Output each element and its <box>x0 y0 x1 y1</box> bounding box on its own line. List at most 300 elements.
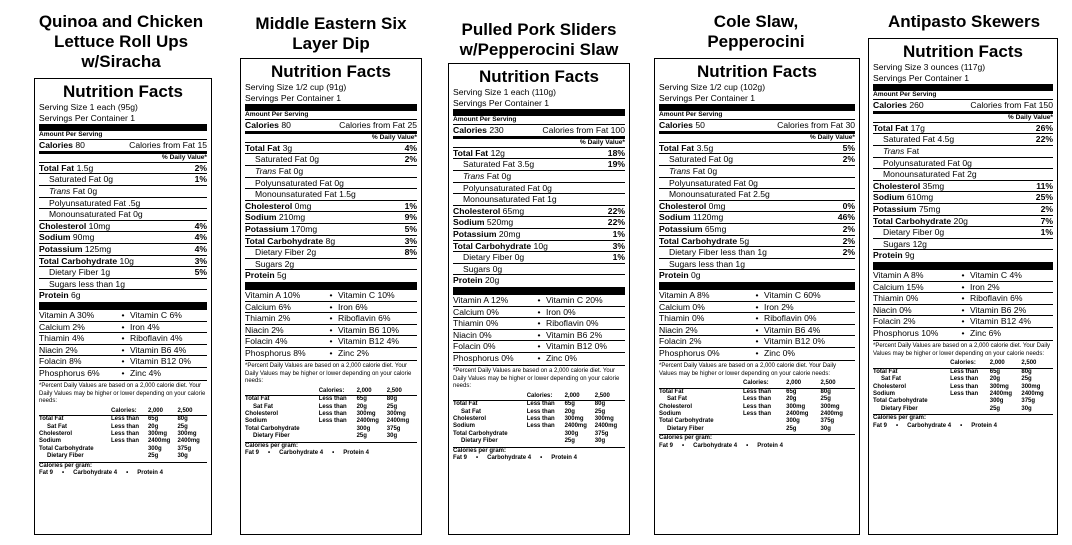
sodium-row <box>453 216 625 228</box>
value-sodium-dv: 46% <box>837 212 855 223</box>
vitamin-row <box>659 324 855 336</box>
dv-cell: Total Fat <box>453 401 478 408</box>
dv-header-cell: Calories: <box>743 380 786 388</box>
dv-cell: Dietary Fiber <box>461 438 498 445</box>
dv-cell: Dietary Fiber <box>47 453 84 460</box>
label-text: Calories from Fat <box>542 125 609 136</box>
dv-cell: 25g <box>786 425 797 432</box>
cal-per-gram-item: Protein 4 <box>137 469 163 476</box>
label-text: Polyunsaturated Fat <box>255 177 332 188</box>
dv-table-row <box>39 438 207 445</box>
value-carb: 8g <box>325 235 336 246</box>
label-text: Monounsaturated Fat <box>883 169 965 180</box>
label-text: Calories <box>39 140 73 151</box>
vitamin-row <box>245 347 417 359</box>
dv-cell <box>319 433 357 440</box>
vitamin-left: Thiamin 4% <box>39 333 85 344</box>
dv-table-row <box>39 424 207 431</box>
sugars-row <box>453 263 625 275</box>
dv-cell: 300mg <box>820 403 840 410</box>
value-trans-fat: 0g <box>501 170 512 181</box>
dv-table-row <box>659 426 855 433</box>
label-text: Total Carbohydrate <box>453 240 532 251</box>
dv-table-row <box>245 411 417 418</box>
cholesterol-row <box>873 180 1053 192</box>
dv-table-row <box>453 401 625 409</box>
vitamin-row <box>453 352 625 364</box>
servings-per-container <box>39 113 207 124</box>
sugars-row <box>659 258 855 270</box>
label-text: Total Fat <box>39 162 75 173</box>
label-text: Sodium <box>245 212 277 223</box>
thick-divider <box>245 104 417 111</box>
value-total-fat-dv: 26% <box>1035 122 1053 133</box>
label-text: Dietary Fiber <box>463 252 513 263</box>
dv-cell <box>743 426 786 433</box>
dv-cell: 25g <box>147 453 159 460</box>
dv-table-row <box>453 416 625 423</box>
nutrition-facts-heading: Nutrition Facts <box>697 62 817 81</box>
dietary-fiber-row <box>453 251 625 263</box>
value-sodium: 1120mg <box>692 212 724 223</box>
value-protein: 5g <box>277 270 287 281</box>
daily-value-header <box>659 131 855 142</box>
dv-cell: 25g <box>1021 376 1032 383</box>
total-fat-row <box>245 142 417 154</box>
cal-per-gram-item: Protein 4 <box>757 442 783 449</box>
product-title: Middle Eastern Six Layer Dip <box>255 14 407 53</box>
vitamins-list <box>873 269 1053 339</box>
dv-cell: 65g <box>989 368 1001 375</box>
label-text: Monounsaturated Fat <box>463 194 545 205</box>
dv-cell: Less than <box>950 383 979 390</box>
value-potassium: 170mg <box>290 223 318 234</box>
dv-header-cell: Calories: <box>950 360 990 368</box>
total-carbohydrate-row <box>245 235 417 247</box>
value-carb-dv: 3% <box>612 240 625 251</box>
label-text: Calories per gram: <box>453 447 507 454</box>
vitamin-left: Niacin 0% <box>873 304 912 315</box>
value-potassium-dv: 2% <box>842 223 855 234</box>
protein-row <box>873 249 1053 261</box>
dv-cell: 2400mg <box>564 423 587 430</box>
bullet-icon: • <box>121 333 125 344</box>
dv-cell: 80g <box>1021 368 1032 375</box>
bullet-icon: • <box>961 281 965 292</box>
vitamin-left: Niacin 2% <box>245 324 284 335</box>
dv-header-cell: Calories: <box>319 388 357 396</box>
amount-per-serving <box>39 131 207 139</box>
saturated-fat-row <box>659 153 855 165</box>
saturated-fat-row <box>873 133 1053 145</box>
value-sodium-dv: 25% <box>1035 192 1053 203</box>
dv-table-row <box>659 396 855 403</box>
bullet-icon: • <box>755 347 759 358</box>
vitamin-left: Phosphorus 6% <box>39 367 100 378</box>
label-text: Monounsaturated Fat <box>49 209 131 220</box>
label-text: Calories from Fat <box>970 100 1037 111</box>
dv-cell: Total Carbohydrate <box>453 430 508 437</box>
product-title: Antipasto Skewers <box>887 12 1041 31</box>
vitamin-left: Calcium 0% <box>453 306 499 317</box>
bullet-icon: • <box>961 327 965 338</box>
vitamin-right: Riboflavin 4% <box>130 333 183 344</box>
sugars-row <box>39 278 207 290</box>
label-text: Fat <box>72 185 86 196</box>
value-carb-dv: 3% <box>194 255 207 266</box>
label-text: Fat <box>486 170 500 181</box>
value-calories: 80 <box>281 120 291 131</box>
bullet-icon: • <box>537 341 541 352</box>
label-text: Sugars <box>883 238 911 249</box>
vitamin-right: Vitamin C 4% <box>970 269 1022 280</box>
daily-value-header <box>873 111 1053 122</box>
dv-cell: 30g <box>177 453 188 460</box>
vitamin-right: Vitamin B12 4% <box>338 336 399 347</box>
vitamin-right: Zinc 6% <box>970 327 1002 338</box>
vitamin-left: Thiamin 0% <box>453 318 499 329</box>
label-text: Fat <box>906 145 920 156</box>
cal-per-gram-item: Carbohydrate 4 <box>487 454 532 461</box>
sodium-row <box>659 211 855 223</box>
dv-cell: 20g <box>147 423 159 430</box>
trans-fat-row <box>39 185 207 197</box>
dv-cell: Less than <box>950 368 979 375</box>
calories-per-gram <box>453 447 625 463</box>
label-text: Total Carbohydrate <box>659 235 738 246</box>
dv-cell: Cholesterol <box>659 403 693 410</box>
label-text: Protein <box>659 270 689 281</box>
dv-cell: Cholesterol <box>873 383 907 390</box>
cal-per-gram-item: Fat 9 <box>39 469 54 476</box>
thick-divider <box>245 282 417 289</box>
saturated-fat-row <box>453 158 625 170</box>
nutrition-facts-label-2 <box>240 58 422 535</box>
vitamin-row <box>245 335 417 347</box>
label-text: Protein <box>873 250 903 261</box>
label-text: Saturated Fat <box>49 174 102 185</box>
label-text: Potassium <box>39 243 83 254</box>
label-text: Servings Per Container <box>873 72 962 83</box>
dv-cell: 80g <box>177 416 188 423</box>
serving-size <box>453 87 625 98</box>
dv-cell: Sat Fat <box>461 408 482 415</box>
vitamin-right: Iron 2% <box>764 301 794 312</box>
dv-cell: 300mg <box>177 430 197 437</box>
dv-table-row <box>39 416 207 424</box>
dv-cell: 30g <box>594 438 606 445</box>
value-cal-fat: 15 <box>197 140 207 151</box>
label-text: Calories per gram: <box>659 435 713 442</box>
value-cal-fat: 25 <box>407 120 417 131</box>
dv-cell: 2400mg <box>356 418 379 425</box>
label-text: Total Carbohydrate <box>245 235 324 246</box>
dv-cell: 25g <box>386 403 398 410</box>
value-protein: 9g <box>905 250 915 261</box>
value-fiber-dv: 5% <box>194 267 207 278</box>
dv-cell: Less than <box>743 388 772 395</box>
bullet-icon: • <box>329 301 333 312</box>
vitamin-right: Vitamin B12 0% <box>764 336 825 347</box>
dv-cell: 20g <box>564 408 575 415</box>
vitamin-right: Vitamin B6 4% <box>764 324 821 335</box>
value-cholesterol: 10mg <box>88 220 111 231</box>
potassium-row <box>453 228 625 240</box>
dietary-fiber-row <box>873 226 1053 238</box>
monounsaturated-fat-row <box>453 193 625 205</box>
vitamin-left: Phosphorus 0% <box>659 347 720 358</box>
trans-fat-row <box>245 165 417 177</box>
calories-per-gram <box>245 442 417 458</box>
dv-cell: Total Carbohydrate <box>659 418 714 425</box>
cal-per-gram-item: Carbohydrate 4 <box>907 422 952 429</box>
polyunsaturated-fat-row <box>245 177 417 189</box>
dv-header-cell: 2,500 <box>177 408 207 416</box>
label-text: Saturated Fat <box>669 154 722 165</box>
cal-per-gram-item: Fat 9 <box>659 442 674 449</box>
vitamin-row <box>659 335 855 347</box>
dv-cell: Sat Fat <box>47 423 68 430</box>
value-sugars: less than 1g <box>78 278 125 289</box>
nutrition-facts-heading: Nutrition Facts <box>63 82 183 101</box>
dv-cell: 300mg <box>786 403 806 410</box>
value-sodium: 90mg <box>72 232 95 243</box>
value-sodium-dv: 22% <box>607 217 625 228</box>
vitamins-list <box>39 309 207 379</box>
dv-cell: Less than <box>526 408 555 415</box>
vitamin-left: Vitamin A 10% <box>245 289 301 300</box>
servings-per-container <box>873 73 1053 84</box>
bullet-icon: • <box>121 309 125 320</box>
value-potassium-dv: 5% <box>404 223 417 234</box>
calories-row <box>873 99 1053 111</box>
dv-table-row <box>39 453 207 460</box>
bullet-icon: • <box>329 347 333 358</box>
daily-values-table <box>245 388 417 441</box>
dv-cell: 2400mg <box>989 390 1013 397</box>
label-text: Sodium <box>873 192 905 203</box>
value-total-fat: 3.5g <box>696 142 714 153</box>
label-text: Potassium <box>659 223 703 234</box>
bullet-icon: • <box>961 304 965 315</box>
value-sat-fat-dv: 2% <box>842 154 855 165</box>
dv-header-cell: 2,000 <box>148 408 178 416</box>
value-trans-fat: 0g <box>707 165 718 176</box>
label-text: Polyunsaturated Fat <box>49 197 126 208</box>
dv-table-row <box>245 404 417 411</box>
dv-cell: Total Carbohydrate <box>39 445 94 452</box>
serving-size <box>39 102 207 113</box>
label-text: Amount Per Serving <box>659 111 723 119</box>
dv-cell: Total Fat <box>39 416 64 423</box>
vitamin-right: Riboflavin 6% <box>970 293 1023 304</box>
label-text: Cholesterol <box>39 220 87 231</box>
saturated-fat-row <box>245 153 417 165</box>
dv-table-row <box>453 431 625 438</box>
dv-header-cell: Calories: <box>111 408 148 416</box>
value-sat-fat-dv: 19% <box>607 159 625 170</box>
value-cholesterol: 0mg <box>294 200 312 211</box>
dv-cell: 2400mg <box>177 438 200 445</box>
dv-header-cell <box>873 360 950 368</box>
bullet-icon: • <box>329 313 333 324</box>
calories-row <box>659 119 855 131</box>
total-carbohydrate-row <box>873 215 1053 227</box>
cal-per-gram-item: Protein 4 <box>551 454 577 461</box>
dv-cell: Less than <box>526 415 555 422</box>
label-text: Dietary Fiber <box>669 247 719 258</box>
value-serving-size: 1/2 cup (102g) <box>709 82 766 92</box>
vitamin-row <box>659 289 855 301</box>
value-servings: 1 <box>130 112 136 123</box>
label-text: Serving Size <box>873 62 922 72</box>
value-poly-fat: 0g <box>542 182 552 193</box>
dv-cell: 25g <box>177 423 188 430</box>
dv-header-cell: 2,000 <box>565 393 595 401</box>
dv-cell <box>319 426 357 433</box>
dv-cell: Cholesterol <box>453 415 487 422</box>
dv-table-row <box>39 446 207 453</box>
cal-per-gram-item: Protein 4 <box>343 449 369 456</box>
label-text: Protein <box>453 275 483 286</box>
vitamin-right: Iron 2% <box>970 281 1000 292</box>
dietary-fiber-row <box>39 266 207 278</box>
dv-cell <box>950 406 990 413</box>
value-sugars: 0g <box>492 263 503 274</box>
vitamin-left: Folacin 2% <box>873 316 916 327</box>
trans-fat-row <box>453 170 625 182</box>
dv-cell: Total Fat <box>873 368 898 375</box>
vitamin-left: Vitamin A 8% <box>659 289 710 300</box>
value-calories: 80 <box>75 140 85 151</box>
dv-cell: 20g <box>356 403 367 410</box>
dv-cell: 300g <box>786 418 800 425</box>
bullet-icon: • <box>961 293 965 304</box>
vitamin-right: Vitamin B12 0% <box>130 356 191 367</box>
dv-cell: Less than <box>111 438 140 445</box>
label-text: Sugars <box>463 263 491 274</box>
value-cholesterol-dv: 22% <box>607 205 625 216</box>
vitamin-row <box>873 281 1053 293</box>
footnote: *Percent Daily Values are based on a 2,000 calorie diet. Your Daily Values may be higher or lower depending on your calorie needs: <box>453 365 625 390</box>
vitamin-row <box>453 340 625 352</box>
dv-cell: Sat Fat <box>667 396 688 403</box>
value-sugars: 2g <box>284 258 295 269</box>
vitamin-row <box>453 294 625 306</box>
value-sat-fat-dv: 1% <box>194 174 207 185</box>
vitamin-right: Vitamin B6 2% <box>970 304 1027 315</box>
protein-row <box>245 269 417 281</box>
label-text: Cholesterol <box>873 180 921 191</box>
vitamin-right: Vitamin C 60% <box>764 289 821 300</box>
vitamin-row <box>245 312 417 324</box>
sodium-row <box>873 191 1053 203</box>
bullet-icon: • <box>329 289 333 300</box>
calories-row <box>245 119 417 131</box>
calories-per-gram <box>659 434 855 450</box>
dv-cell: Total Carbohydrate <box>873 398 928 405</box>
serving-size <box>659 82 855 93</box>
value-sodium: 210mg <box>278 212 306 223</box>
dietary-fiber-row <box>659 246 855 258</box>
monounsaturated-fat-row <box>245 188 417 200</box>
vitamin-right: Vitamin C 10% <box>338 289 395 300</box>
polyunsaturated-fat-row <box>39 197 207 209</box>
dv-header-cell: 2,000 <box>990 360 1022 368</box>
label-text: % Daily Value* <box>579 138 625 146</box>
total-carbohydrate-row <box>39 255 207 267</box>
vitamin-left: Vitamin A 12% <box>453 294 509 305</box>
dv-table-row <box>659 411 855 418</box>
label-text: Potassium <box>245 223 289 234</box>
dv-cell: 25g <box>564 438 575 445</box>
label-text: Fat <box>278 165 292 176</box>
label-text: Serving Size <box>659 82 708 92</box>
dv-cell <box>527 438 565 445</box>
dv-cell: 300mg <box>989 383 1009 390</box>
label-text: Servings Per Container <box>245 92 334 103</box>
daily-values-table <box>659 380 855 433</box>
thick-divider <box>453 287 625 294</box>
dv-cell: Sodium <box>39 438 61 445</box>
nutrition-facts-label-3 <box>448 63 630 535</box>
vitamin-row <box>659 347 855 359</box>
value-protein: 6g <box>71 290 81 301</box>
value-mono-fat: 2.5g <box>753 189 770 200</box>
dv-cell: Less than <box>318 418 347 425</box>
value-potassium: 75mg <box>918 203 941 214</box>
trans-fat-row <box>873 145 1053 157</box>
vitamin-left: Calcium 2% <box>39 321 85 332</box>
cal-per-gram-item: Carbohydrate 4 <box>73 469 118 476</box>
cal-per-gram-item: Fat 9 <box>245 449 260 456</box>
value-poly-fat: 0g <box>334 177 344 188</box>
value-cholesterol: 35mg <box>922 180 945 191</box>
dv-table-row <box>245 396 417 404</box>
value-sugars: less than 1g <box>698 258 745 269</box>
dv-cell: Less than <box>111 430 140 437</box>
dv-cell: 25g <box>989 405 1001 412</box>
value-serving-size: 3 ounces (117g) <box>923 62 986 72</box>
dv-table-row <box>245 433 417 440</box>
label-text: Trans <box>255 165 277 176</box>
value-total-fat-dv: 5% <box>842 142 855 153</box>
dv-table-row <box>453 423 625 430</box>
cal-per-gram-item: • <box>332 449 335 456</box>
vitamin-left: Folacin 0% <box>453 341 496 352</box>
vitamin-row <box>453 317 625 329</box>
value-sat-fat: 4.5g <box>937 134 955 145</box>
value-potassium: 65mg <box>704 223 727 234</box>
label-text: Trans <box>883 145 905 156</box>
cal-per-gram-item: • <box>746 442 749 449</box>
calories-row <box>453 124 625 136</box>
dv-cell: 375g <box>1021 398 1036 405</box>
dv-cell: 300mg <box>564 415 584 422</box>
label-text: Calories from Fat <box>339 120 406 131</box>
cal-per-gram-item: Carbohydrate 4 <box>693 442 738 449</box>
trans-fat-row <box>659 165 855 177</box>
footnote: *Percent Daily Values are based on a 2,000 calorie diet. Your Daily Values may be higher or lower depending on your calorie needs: <box>659 360 855 378</box>
bullet-icon: • <box>961 269 965 280</box>
vitamin-row <box>39 344 207 356</box>
bullet-icon: • <box>755 289 759 300</box>
value-cal-fat: 100 <box>610 125 625 136</box>
dv-cell: 2400mg <box>1021 390 1044 397</box>
label-text: Potassium <box>453 228 497 239</box>
nutrition-facts-heading: Nutrition Facts <box>479 67 599 86</box>
bullet-icon: • <box>537 329 541 340</box>
